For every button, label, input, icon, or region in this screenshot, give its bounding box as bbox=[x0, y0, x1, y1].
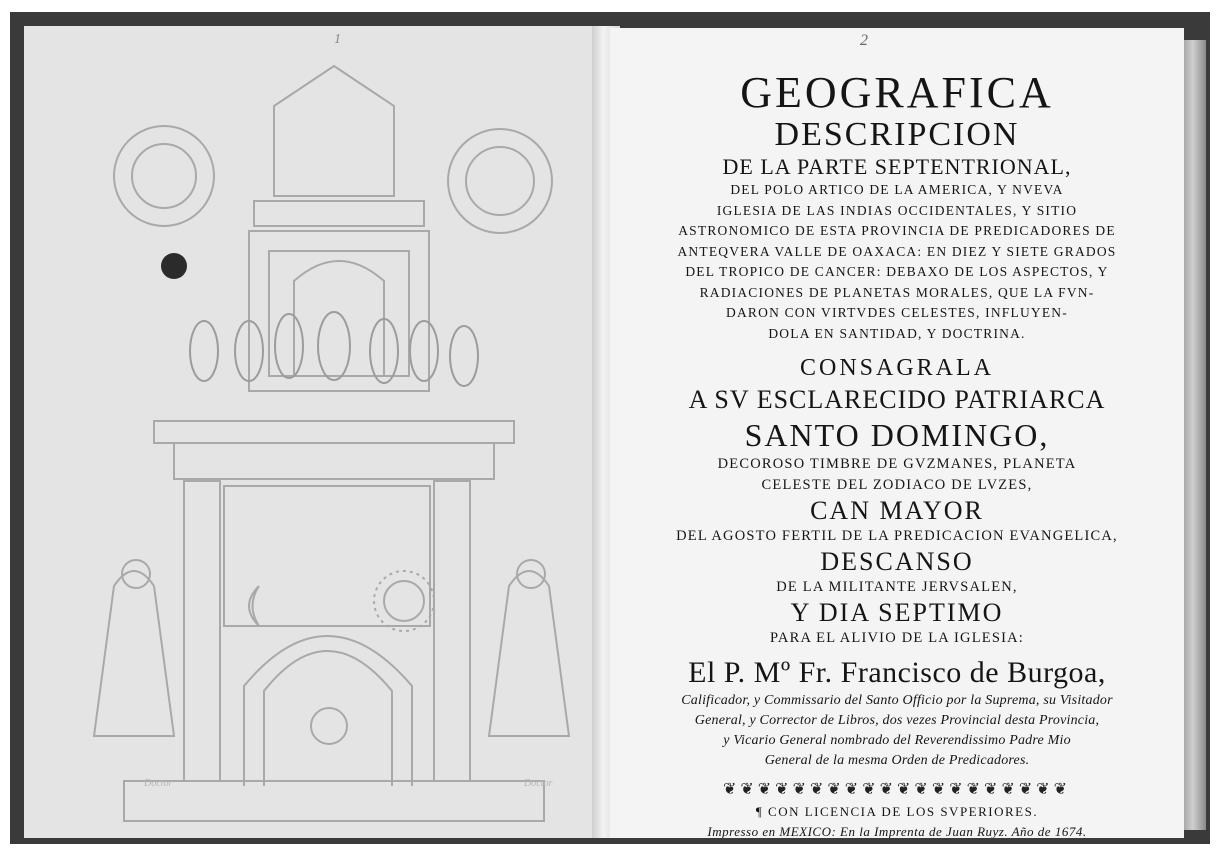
title-line: ANTEQVERA VALLE DE OAXACA: EN DIEZ Y SIETE GRADOS bbox=[677, 243, 1117, 259]
title-line: PARA EL ALIVIO DE LA IGLESIA: bbox=[769, 630, 1025, 646]
title-line: DARON CON VIRTVDES CELESTES, INFLUYEN- bbox=[726, 305, 1068, 320]
ornament-border: ❦❦❦❦❦❦❦❦❦❦❦❦❦❦❦❦❦❦❦❦ bbox=[722, 781, 1072, 798]
title-line: DESCANSO bbox=[820, 547, 974, 576]
page-edges bbox=[1184, 40, 1206, 830]
svg-text:Doctor: Doctor bbox=[524, 778, 553, 789]
title-line: ASTRONOMICO DE ESTA PROVINCIA DE PREDICADORES DE bbox=[678, 223, 1116, 238]
title-line: IGLESIA DE LAS INDIAS OCCIDENTALES, Y SITIO bbox=[716, 202, 1078, 218]
left-folio-number: 1 bbox=[334, 32, 341, 47]
title-line: A SV ESCLARECIDO PATRIARCA bbox=[688, 385, 1106, 414]
title-line: DOLA EN SANTIDAD, Y DOCTRINA. bbox=[768, 325, 1026, 341]
title-line: DE LA PARTE SEPTENTRIONAL, bbox=[722, 154, 1072, 179]
title-line: DE LA MILITANTE JERVSALEN, bbox=[776, 579, 1018, 595]
title-line: CAN MAYOR bbox=[810, 496, 984, 525]
title-line: ¶ CON LICENCIA DE LOS SVPERIORES. bbox=[755, 804, 1039, 819]
title-line: RADIACIONES DE PLANETAS MORALES, QUE LA FVN- bbox=[699, 284, 1095, 300]
title-page bbox=[610, 28, 1184, 838]
title-line: GEOGRAFICA bbox=[740, 68, 1054, 117]
book-spread bbox=[10, 12, 1210, 844]
frontispiece-engraving bbox=[24, 26, 609, 838]
title-line: DEL TROPICO DE CANCER: DEBAXO DE LOS ASPECTOS, Y bbox=[685, 264, 1109, 279]
title-line: General de la mesma Orden de Predicadores. bbox=[764, 753, 1030, 768]
title-line: Y DIA SEPTIMO bbox=[790, 598, 1004, 627]
svg-text:Doctor: Doctor bbox=[144, 778, 173, 789]
title-line: Calificador, y Commissario del Santo Officio por la Suprema, su Visitador bbox=[681, 693, 1113, 708]
title-line: DECOROSO TIMBRE DE GVZMANES, PLANETA bbox=[717, 456, 1077, 472]
title-line: Impresso en MEXICO: En la Imprenta de Juan Ruyz. Año de 1674. bbox=[707, 824, 1087, 838]
frontispiece-page bbox=[24, 26, 609, 838]
title-line: DEL AGOSTO FERTIL DE LA PREDICACION EVANGELICA, bbox=[676, 528, 1118, 544]
title-line: El P. Mº Fr. Francisco de Burgoa, bbox=[688, 656, 1106, 689]
title-line: CELESTE DEL ZODIACO DE LVZES, bbox=[761, 477, 1033, 493]
title-text-block bbox=[610, 68, 1184, 838]
right-folio-number: 2 bbox=[860, 32, 868, 49]
title-line: DESCRIPCION bbox=[774, 116, 1020, 153]
title-line: CONSAGRALA bbox=[799, 355, 994, 381]
title-line: General, y Corrector de Libros, dos vezes Provincial desta Provincia, bbox=[694, 713, 1100, 728]
title-line: DEL POLO ARTICO DE LA AMERICA, Y NVEVA bbox=[730, 182, 1064, 197]
title-line: y Vicario General nombrado del Reverendissimo Padre Mio bbox=[723, 733, 1071, 748]
title-line: SANTO DOMINGO, bbox=[744, 417, 1050, 453]
